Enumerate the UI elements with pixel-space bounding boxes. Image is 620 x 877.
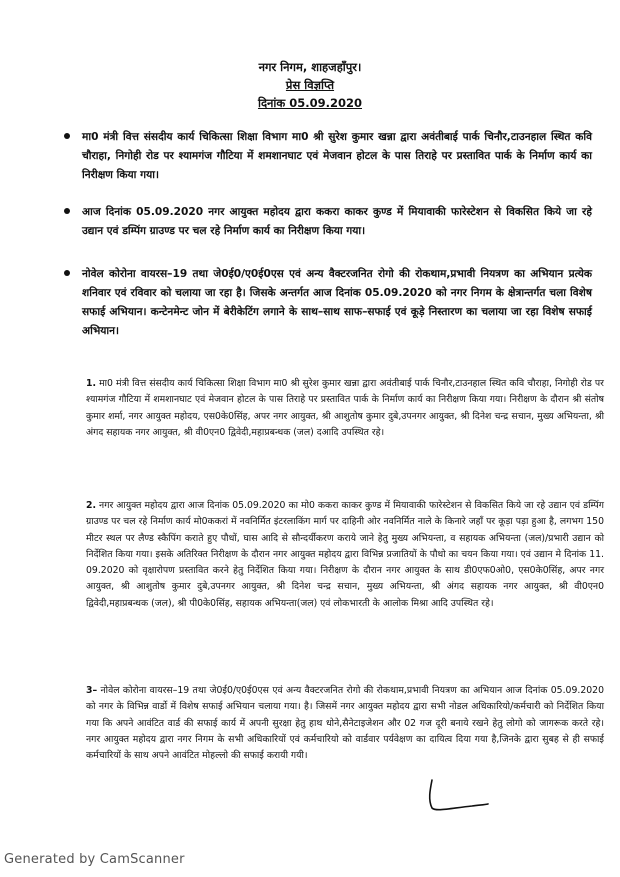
paragraph-number: 2. [86, 500, 97, 511]
bullet-text: आज दिनांक 05.09.2020 नगर आयुक्त महोदय द्वारा ककरा काकर कुण्ड में मियावाकी फारेस्टेशन से विकसित किये जा रहे उद्यान एवं डम्पिंग ग्राउण्ड पर चल रहे निर्माण कार्य का निरीक्षण किया गया। [82, 206, 592, 237]
signature-mark [412, 778, 492, 818]
document-date: दिनांक 05.09.2020 [257, 96, 363, 110]
paragraph-text: नोवेल कोरोना वायरस–19 तथा जे0ई0/ए0ई0एस एवं अन्य वैक्टरजनित रोगो की रोकथाम,प्रभावी नियत्रण का अभियान आज दिनांक 05.09.2020 को नगर के विभिन्न वार्डो में विशेष सफाई अभियान चलाया गया। है। जिसमें नगर आयुक्त महोदय द्वारा सभी नोडल अधिकारियो/कर्मचारी को निर्देशित किया गया कि अपने आवंटित वार्ड की सफाई कार्य में अपनी सुरक्षा हेतु हाथ धोने,सैनेटाइजेशन और 02 गज दूरी बनाये रखने हेतु लोगो को जागरूक करते रहे। नगर आयुक्त महोदय द्वारा नगर निगम के सभी अधिकारियों एवं कर्मचारियो को वार्डवार पर्यवेक्षण का दायित्व दिया गया है,जिनके द्वारा सुबह से ही सफाई कर्मचारियों के साथ अपने आवंटित मोहल्लो की सफाई करायी गयी। [86, 685, 604, 762]
bullet-item [82, 128, 592, 185]
office-name: नगर निगम, शाहजहाँपुर। [258, 60, 362, 74]
bullet-icon [64, 133, 70, 139]
bullet-text: मा0 मंत्री वित्त संसदीय कार्य चिकित्सा शिक्षा विभाग मा0 श्री सुरेश कुमार खन्ना द्वारा अवंतीबाई पार्क चिनौर,टाउनहाल स्थित कवि चौराहा, निगोही रोड पर श्यामगंज गौटिया में शमशानघाट एवं मेजवान होटल के पास तिराहे पर प्रस्तावित पार्क के निर्माण कार्य का निरीक्षण किया गया। [82, 131, 592, 181]
paragraph-number: 1. [86, 378, 97, 389]
paragraph-text: मा0 मंत्री वित्त संसदीय कार्य चिकित्सा शिक्षा विभाग मा0 श्री सुरेश कुमार खन्ना द्वारा अवंतीबाई पार्क चिनौर,टाउनहाल स्थित कवि चौराहा, निगोही रोड पर श्यामगंज गौटिया में शमशानघाट एवं मेजवान होटल के पास तिराहे पर प्रस्तावित पार्क के निर्माण कार्य का निरीक्षण किया गया। निरीक्षण के दौरान श्री संतोष कुमार शर्मा, नगर आयुक्त महोदय, एस0के0सिंह, अपर नगर आयुक्त, श्री आशुतोष कुमार दुबे,उपनगर आयुक्त, श्री दिनेश चन्द्र सचान, मुख्य अभियन्ता, श्री अंगद सहायक नगर आयुक्त, श्री वी0एन0 द्विवेदी,महाप्रबन्धक (जल) दआदि उपस्थित रहे। [86, 378, 604, 438]
document-title: प्रेस विज्ञप्ति [285, 78, 335, 92]
numbered-paragraph [86, 683, 604, 764]
numbered-paragraph [86, 376, 604, 441]
numbered-paragraph [86, 498, 604, 612]
scanner-watermark: Generated by CamScanner [4, 852, 185, 867]
paragraph-number: 3– [86, 685, 98, 696]
bullet-icon [64, 208, 70, 214]
bullet-text: नोवेल कोरोना वायरस–19 तथा जे0ई0/ए0ई0एस एवं अन्य वैक्टरजनित रोगो की रोकथाम,प्रभावी नियत्रण का अभियान प्रत्येक शनिवार एवं रविवार को चलाया जा रहा है। जिसके अन्तर्गत आज दिनांक 05.09.2020 को नगर निगम के क्षेत्रान्तर्गत चला विशेष सफाई अभियान। कन्टेनमेन्ट जोन में बेरीकेटिंग लगाने के साथ–साथ साफ–सफाई एवं कूड़े निस्तारण का चलाया जा रहा विशेष सफाई अभियान। [82, 268, 592, 337]
paragraph-text: नगर आयुक्त महोदय द्वारा आज दिनांक 05.09.2020 का मो0 ककरा काकर कुण्ड में मियावाकी फारेस्टेशन से विकसित किये जा रहे उद्यान एवं डम्पिंग ग्राउण्ड पर चल रहे निर्माण कार्य मो0ककरां में नवनिर्मित इंटरलाकिंग मार्ग पर दाहिनी ओर नवनिर्मित नाले के किनारे जहाँ पर कूड़ा पड़ा हुआ है, लगभग 150 मीटर स्थल पर लैण्ड स्कैपिंग कराते हुए पौधों, घास आदि से सौन्दर्यीकरण कराये जाने हेतु मुख्य अभियन्ता, व सहायक अभियन्ता (जल)/प्रभारी उद्यान को निर्देशित किया गया। इसके अतिरिक्त निरीक्षण के दौरान नगर आयुक्त महोदय द्वारा विभिन्न प्रजातियों के पौधो का चयन किया गया। एवं उद्यान मे दिनांक 11. 09.2020 को वृक्षारोपण प्रस्तावित करने हेतु निर्देशित किया गया। निरीक्षण के दौरान नगर आयुक्त के साथ डी0एफ0ओ0, एस0के0सिंह, अपर नगर आयुक्त, श्री आशुतोष कुमार दुबे,उपनगर आयुक्त, श्री दिनेश चन्द्र सचान, मुख्य अभियन्ता, श्री अंगद सहायक नगर आयुक्त, श्री वी0एन0 द्विवेदी,महाप्रबन्धक (जल), श्री पी0के0सिंह, सहायक अभियन्ता(जल) एवं लोकभारती के आलोक मिश्रा आदि उपस्थित रहे। [86, 500, 604, 609]
bullet-icon [64, 270, 70, 276]
bullet-item [82, 265, 592, 341]
bullet-item [82, 203, 592, 241]
